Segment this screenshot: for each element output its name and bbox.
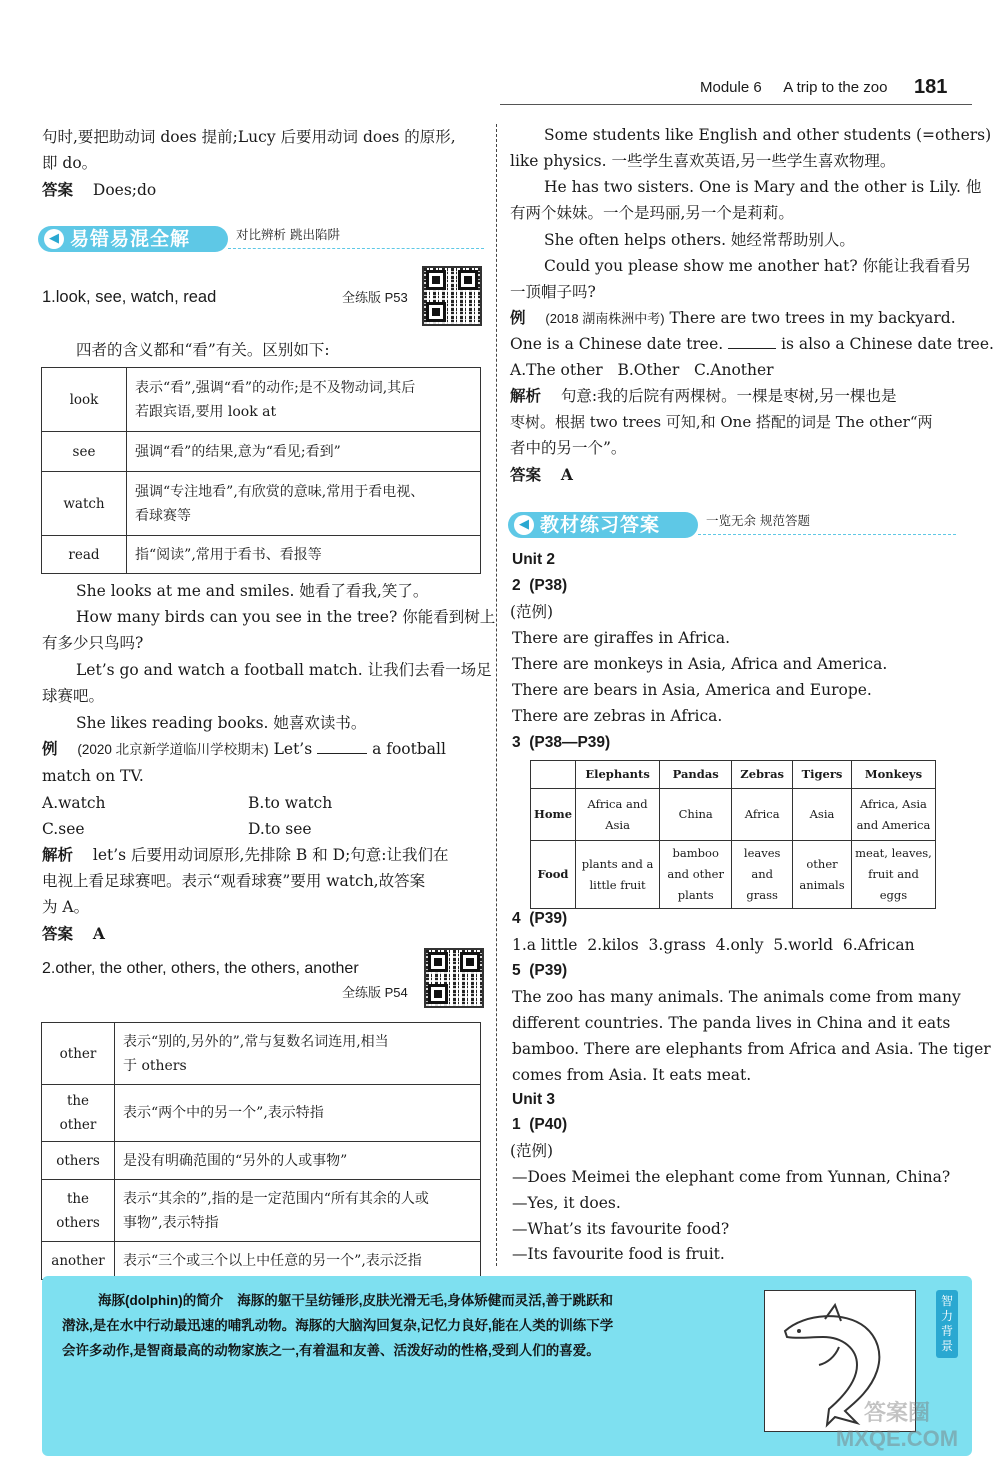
table-cell: see <box>42 432 127 472</box>
table-cell: Africa and Asia <box>576 789 660 841</box>
table-cell: 表示“三个或三个以上中任意的另一个”,表示泛指 <box>115 1242 481 1280</box>
table-cell: 强调“看”的结果,意为“看见;看到” <box>127 432 481 472</box>
look-see-table <box>41 367 481 574</box>
u2-q5-line-3: bamboo. There are elephants from Africa and Asia. The tiger <box>512 1040 991 1058</box>
intro-line-2: 即 do。 <box>42 154 98 172</box>
answer-text: Does;do <box>92 181 157 199</box>
table-cell: the other <box>42 1085 115 1142</box>
u3-fanli: (范例) <box>510 1142 554 1160</box>
table-cell: plants and a little fruit <box>576 841 660 909</box>
question-label: 例 <box>510 310 526 327</box>
analysis-1 <box>42 842 449 869</box>
table-row <box>42 1085 481 1142</box>
table-cell: others <box>42 1142 115 1180</box>
u2-q5-line-4: comes from Asia. It eats meat. <box>512 1066 752 1084</box>
right-line-2b: 有两个妹妹。一个是玛丽,另一个是莉莉。 <box>510 204 794 222</box>
table-cell: 表示“两个中的另一个”,表示特指 <box>115 1085 481 1142</box>
u2-q5-line-2: different countries. The panda lives in China and it eats <box>512 1014 951 1032</box>
table-row <box>531 761 936 789</box>
dolphin-line-1: 海豚的躯干呈纺锤形,皮肤光滑无毛,身体矫健而灵活,善于跳跃和 <box>237 1293 613 1308</box>
table-row <box>42 432 481 472</box>
u2-q4-answer: 1.a little 2.kilos 3.grass 4.only 5.world 6.African <box>512 936 915 954</box>
question-1 <box>42 736 446 763</box>
u2-answer-1: There are giraffes in Africa. <box>512 629 731 647</box>
cell-line: 看球赛等 <box>135 507 191 524</box>
question-source: (2018 湖南株洲中考) <box>545 311 665 326</box>
qr-code-icon <box>422 266 482 326</box>
table-cell: 指“阅读”,常用于看书、看报等 <box>127 536 481 574</box>
cell-line: 若跟宾语,要用 look at <box>135 403 277 420</box>
table-cell: bamboo and other plants <box>660 841 732 909</box>
cell-line: 表示“其余的”,指的是一定范围内“所有其余的人或 <box>123 1190 429 1207</box>
table-row <box>42 1023 481 1085</box>
analysis-text: let’s 后要用动词原形,先排除 B 和 D;句意:让我们在 <box>92 846 449 864</box>
example-4: She likes reading books. 她喜欢读书。 <box>76 714 367 732</box>
cell-line: 事物”,表示特指 <box>123 1214 219 1231</box>
page-header <box>700 76 887 100</box>
table-cell <box>531 761 576 789</box>
cell-line: 强调“专注地看”,有欣赏的意味,常用于看电视、 <box>135 483 425 500</box>
item-1-title: 1.look, see, watch, read <box>42 288 217 306</box>
table-cell: other animals <box>793 841 852 909</box>
page-number: 181 <box>914 76 948 98</box>
question-text: There are two trees in my backyard. <box>669 309 956 327</box>
section-title: 易错易混全解 <box>70 228 191 250</box>
table-cell <box>115 1180 481 1242</box>
question-text: Let’s <box>273 740 313 758</box>
u3-dialog-1: —Does Meimei the elephant come from Yunnan, China? <box>512 1168 951 1186</box>
table-row <box>42 1180 481 1242</box>
right-answer <box>510 462 573 489</box>
question-text: is also a Chinese date tree. <box>781 335 994 353</box>
other-table <box>41 1022 481 1280</box>
section-subtitle: 对比辨析 跳出陷阱 <box>236 227 340 242</box>
table-cell: Elephants <box>576 761 660 789</box>
example-3b: 球赛吧。 <box>42 687 105 705</box>
u2-q2: 2 (P38) <box>512 577 568 594</box>
analysis-label: 解析 <box>42 847 74 864</box>
section-rule <box>228 248 484 249</box>
option-c: C.see <box>42 820 85 838</box>
table-cell: read <box>42 536 127 574</box>
table-row <box>42 472 481 536</box>
table-row <box>42 536 481 574</box>
unit-2-heading: Unit 2 <box>512 551 556 568</box>
table-cell: meat, leaves, fruit and eggs <box>851 841 935 909</box>
table-cell: watch <box>42 472 127 536</box>
example-2b: 有多少只鸟吗? <box>42 634 144 652</box>
answer-text: A <box>92 924 105 943</box>
table-cell: Home <box>531 789 576 841</box>
option-d: D.to see <box>248 820 312 838</box>
u3-dialog-3: —What’s its favourite food? <box>512 1220 730 1238</box>
dolphin-line-2: 潜泳,是在水中行动最迅速的哺乳动物。海豚的大脑沟回复杂,记忆力良好,能在人类的训练下学 <box>62 1318 614 1333</box>
zoo-table <box>530 760 936 909</box>
table-cell: the others <box>42 1180 115 1242</box>
table-cell: 是没有明确范围的“另外的人或事物” <box>115 1142 481 1180</box>
table-row <box>531 841 936 909</box>
table-cell: other <box>42 1023 115 1085</box>
u2-answer-3: There are bears in Asia, America and Europe. <box>512 681 872 699</box>
u2-q3: 3 (P38—P39) <box>512 734 611 751</box>
answer-label: 答案 <box>510 467 542 484</box>
watermark: 答案圈 MXQE.COM <box>835 1400 959 1451</box>
u3-q1: 1 (P40) <box>512 1116 568 1133</box>
table-cell <box>127 368 481 432</box>
table-row <box>42 368 481 432</box>
table-cell: leaves and grass <box>732 841 793 909</box>
table-cell: Monkeys <box>851 761 935 789</box>
cell-line: 表示“看”,强调“看”的动作;是不及物动词,其后 <box>135 379 416 396</box>
right-analysis-2: 枣树。根据 two trees 可知,和 One 搭配的词是 The other“两 <box>510 413 933 431</box>
column-divider <box>496 124 497 1266</box>
u3-dialog-4: —Its favourite food is fruit. <box>512 1245 725 1263</box>
analysis-label: 解析 <box>510 388 542 405</box>
tab-label: 智力背景 <box>936 1290 958 1358</box>
right-line-1a: Some students like English and other students (=others) <box>544 126 992 144</box>
table-cell: Food <box>531 841 576 909</box>
unit-3-heading: Unit 3 <box>512 1091 556 1108</box>
right-question <box>510 305 956 332</box>
u2-q5: 5 (P39) <box>512 962 568 979</box>
answer-line-1 <box>42 177 156 204</box>
table-cell: Pandas <box>660 761 732 789</box>
table-row <box>42 1142 481 1180</box>
table-cell <box>127 472 481 536</box>
example-3a: Let’s go and watch a football match. 让我们去看一场足 <box>76 661 492 679</box>
analysis-3: 为 A。 <box>42 898 90 916</box>
table-cell: Asia <box>793 789 852 841</box>
dolphin-text <box>62 1288 752 1363</box>
item-1-intro: 四者的含义都和“看”有关。区别如下: <box>76 341 330 359</box>
section-subtitle: 一览无余 规范答题 <box>706 513 810 528</box>
table-cell: Africa <box>732 789 793 841</box>
question-text: a football <box>372 740 446 758</box>
table-cell: China <box>660 789 732 841</box>
question-source: (2020 北京新学道临川学校期末) <box>77 742 269 757</box>
u2-q4: 4 (P39) <box>512 910 568 927</box>
option-b: B.to watch <box>248 794 333 812</box>
u2-fanli: (范例) <box>510 603 554 621</box>
option-a: A.watch <box>42 794 106 812</box>
table-cell: look <box>42 368 127 432</box>
dolphin-title: 海豚(dolphin)的简介 <box>98 1293 224 1308</box>
table-row <box>531 789 936 841</box>
answer-label: 答案 <box>42 182 74 199</box>
answer-label: 答案 <box>42 926 74 943</box>
answer-line-2 <box>42 921 105 948</box>
question-1-cont: match on TV. <box>42 767 144 785</box>
question-label: 例 <box>42 741 58 758</box>
table-cell: another <box>42 1242 115 1280</box>
u2-answer-2: There are monkeys in Asia, Africa and America. <box>512 655 888 673</box>
question-text: One is a Chinese date tree. <box>510 335 724 353</box>
table-cell: Africa, Asia and America <box>851 789 935 841</box>
right-line-3: She often helps others. 她经常帮助别人。 <box>544 231 855 249</box>
item-2-title: 2.other, the other, others, the others, another <box>42 960 359 977</box>
speaker-icon: ◀ <box>44 229 64 249</box>
module-label: Module 6 <box>700 79 762 96</box>
item-1-ref: 全练版 P53 <box>342 290 408 305</box>
example-2a: How many birds can you see in the tree? 你能看到树上 <box>76 608 496 626</box>
table-cell <box>115 1023 481 1085</box>
u2-answer-4: There are zebras in Africa. <box>512 707 723 725</box>
intro-line-1: 句时,要把助动词 does 提前;Lucy 后要用动词 does 的原形, <box>42 128 456 146</box>
analysis-text: 句意:我的后院有两棵树。一棵是枣树,另一棵也是 <box>560 387 897 405</box>
right-analysis-3: 者中的另一个”。 <box>510 439 627 457</box>
right-line-1b: like physics. 一些学生喜欢英语,另一些学生喜欢物理。 <box>510 152 896 170</box>
answer-text: A <box>560 465 573 484</box>
analysis-2: 电视上看足球赛吧。表示“观看球赛”要用 watch,故答案 <box>42 872 426 890</box>
header-rule <box>500 104 972 105</box>
qr-code-icon <box>424 948 484 1008</box>
item-2-ref: 全练版 P54 <box>342 985 408 1000</box>
table-row <box>42 1242 481 1280</box>
table-cell: Zebras <box>732 761 793 789</box>
right-line-4b: 一顶帽子吗? <box>510 283 596 301</box>
section-rule <box>698 534 956 535</box>
dolphin-line-3: 会许多动作,是智商最高的动物家族之一,有着温和友善、活泼好动的性格,受到人们的喜爱。 <box>62 1343 600 1358</box>
u2-q5-line-1: The zoo has many animals. The animals come from many <box>512 988 961 1006</box>
module-title: A trip to the zoo <box>783 79 888 96</box>
cell-line: 于 others <box>123 1057 187 1074</box>
right-question-cont <box>510 331 994 357</box>
example-1: She looks at me and smiles. 她看了看我,笑了。 <box>76 582 429 600</box>
u3-dialog-2: —Yes, it does. <box>512 1194 621 1212</box>
right-line-2a: He has two sisters. One is Mary and the other is Lily. 他 <box>544 178 982 196</box>
speaker-icon: ◀ <box>514 515 534 535</box>
section-title: 教材练习答案 <box>540 514 661 536</box>
right-line-4a: Could you please show me another hat? 你能让我看看另 <box>544 257 972 275</box>
right-options: A.The other B.Other C.Another <box>510 361 774 379</box>
table-cell: Tigers <box>793 761 852 789</box>
right-analysis-1 <box>510 383 897 410</box>
cell-line: 表示“别的,另外的”,常与复数名词连用,相当 <box>123 1033 389 1050</box>
